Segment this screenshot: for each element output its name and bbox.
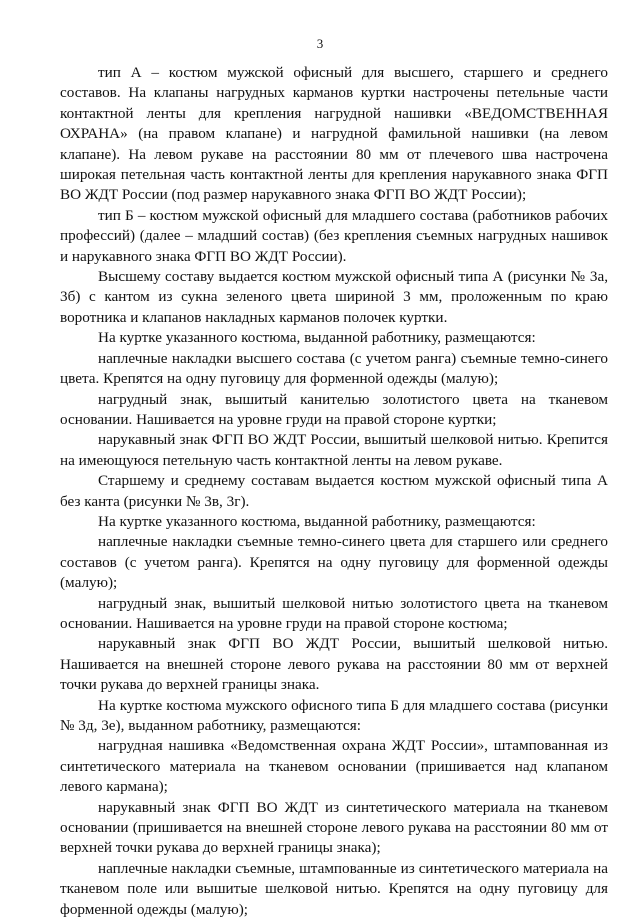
paragraph-jacket-placement-senior: На куртке указанного костюма, выданной работнику, размещаются: — [98, 329, 536, 347]
paragraph-shoulder-pads-junior: наплечные накладки съемные, штампованные из синтетического материала на тканевом поле или вышитые шелковой нитью. Крепятся на одну пуговицу для форменной одежды (малую); — [60, 859, 608, 918]
page-number: 3 — [316, 36, 324, 51]
paragraph-junior-staff: На куртке костюма мужского офисного типа Б для младшего состава (рисунки № 3д, 3е), выданном работнику, размещаются: — [60, 696, 608, 734]
paragraph-chest-badge-middle: нагрудный знак, вышитый шелковой нитью золотистого цвета на тканевом основании. Нашивается на уровне груди на правой стороне костюма; — [60, 594, 608, 632]
paragraph-sleeve-badge-senior: нарукавный знак ФГП ВО ЖДТ России, вышитый шелковой нитью. Крепится на имеющуюся петельную часть контактной ленты на левом рукаве. — [60, 431, 608, 469]
paragraph-chest-badge-senior: нагрудный знак, вышитый канителью золотистого цвета на тканевом основании. Нашивается на уровне груди на правой стороне куртки; — [60, 390, 608, 428]
paragraph-sleeve-badge-middle: нарукавный знак ФГП ВО ЖДТ России, вышитый шелковой нитью. Нашивается на внешней стороне левого рукава на расстоянии 80 мм от верхней точки рукава до верхней границы знака. — [60, 635, 608, 694]
paragraph-middle-staff: Старшему и среднему составам выдается костюм мужской офисный типа А без канта (рисунки № 3в, 3г). — [60, 472, 608, 510]
paragraph-chest-patch-junior: нагрудная нашивка «Ведомственная охрана ЖДТ России», штампованная из синтетического материала на тканевом основании (пришивается над клапаном левого кармана); — [60, 737, 608, 796]
paragraph-shoulder-pads-middle: наплечные накладки съемные темно-синего цвета для старшего или среднего составов (с учетом ранга). Крепятся на одну пуговицу для форменной одежды (малую); — [60, 533, 608, 592]
document-body — [60, 63, 608, 920]
paragraph-type-a: тип А – костюм мужской офисный для высшего, старшего и среднего составов. На клапаны нагрудных карманов куртки настрочены петельные части контактной ленты для крепления нагрудной нашивки «ВЕДОМСТВЕННАЯ ОХРАНА» (на правом клапане) и нагрудной фамильной нашивки (на левом клапане). На левом рукаве на расстоянии 80 мм от плечевого шва настрочена широкая петельная часть контактной ленты для крепления нарукавного знака ФГП ВО ЖДТ России (под размер нарукавного знака ФГП ВО ЖДТ России); — [60, 64, 608, 204]
paragraph-senior-staff: Высшему составу выдается костюм мужской офисный типа А (рисунки № 3а, 3б) с кантом из сукна зеленого цвета шириной 3 мм, проложенным по краю воротника и клапанов накладных карманов полочек куртки. — [60, 268, 608, 326]
paragraph-jacket-placement-middle: На куртке указанного костюма, выданной работнику, размещаются: — [98, 512, 536, 530]
paragraph-shoulder-pads-senior: наплечные накладки высшего состава (с учетом ранга) съемные темно-синего цвета. Крепятся на одну пуговицу для форменной одежды (малую); — [60, 349, 608, 388]
paragraph-type-b: тип Б – костюм мужской офисный для младшего состава (работников рабочих профессий) (далее – младший состав) (без крепления съемных нагрудных нашивок и нарукавного знака ФГП ВО ЖДТ России). — [60, 206, 608, 265]
paragraph-sleeve-badge-junior: нарукавный знак ФГП ВО ЖДТ из синтетического материала на тканевом основании (пришивается на внешней стороне левого рукава на расстоянии 80 мм от верхней точки рукава до верхней границы знака); — [60, 798, 608, 857]
